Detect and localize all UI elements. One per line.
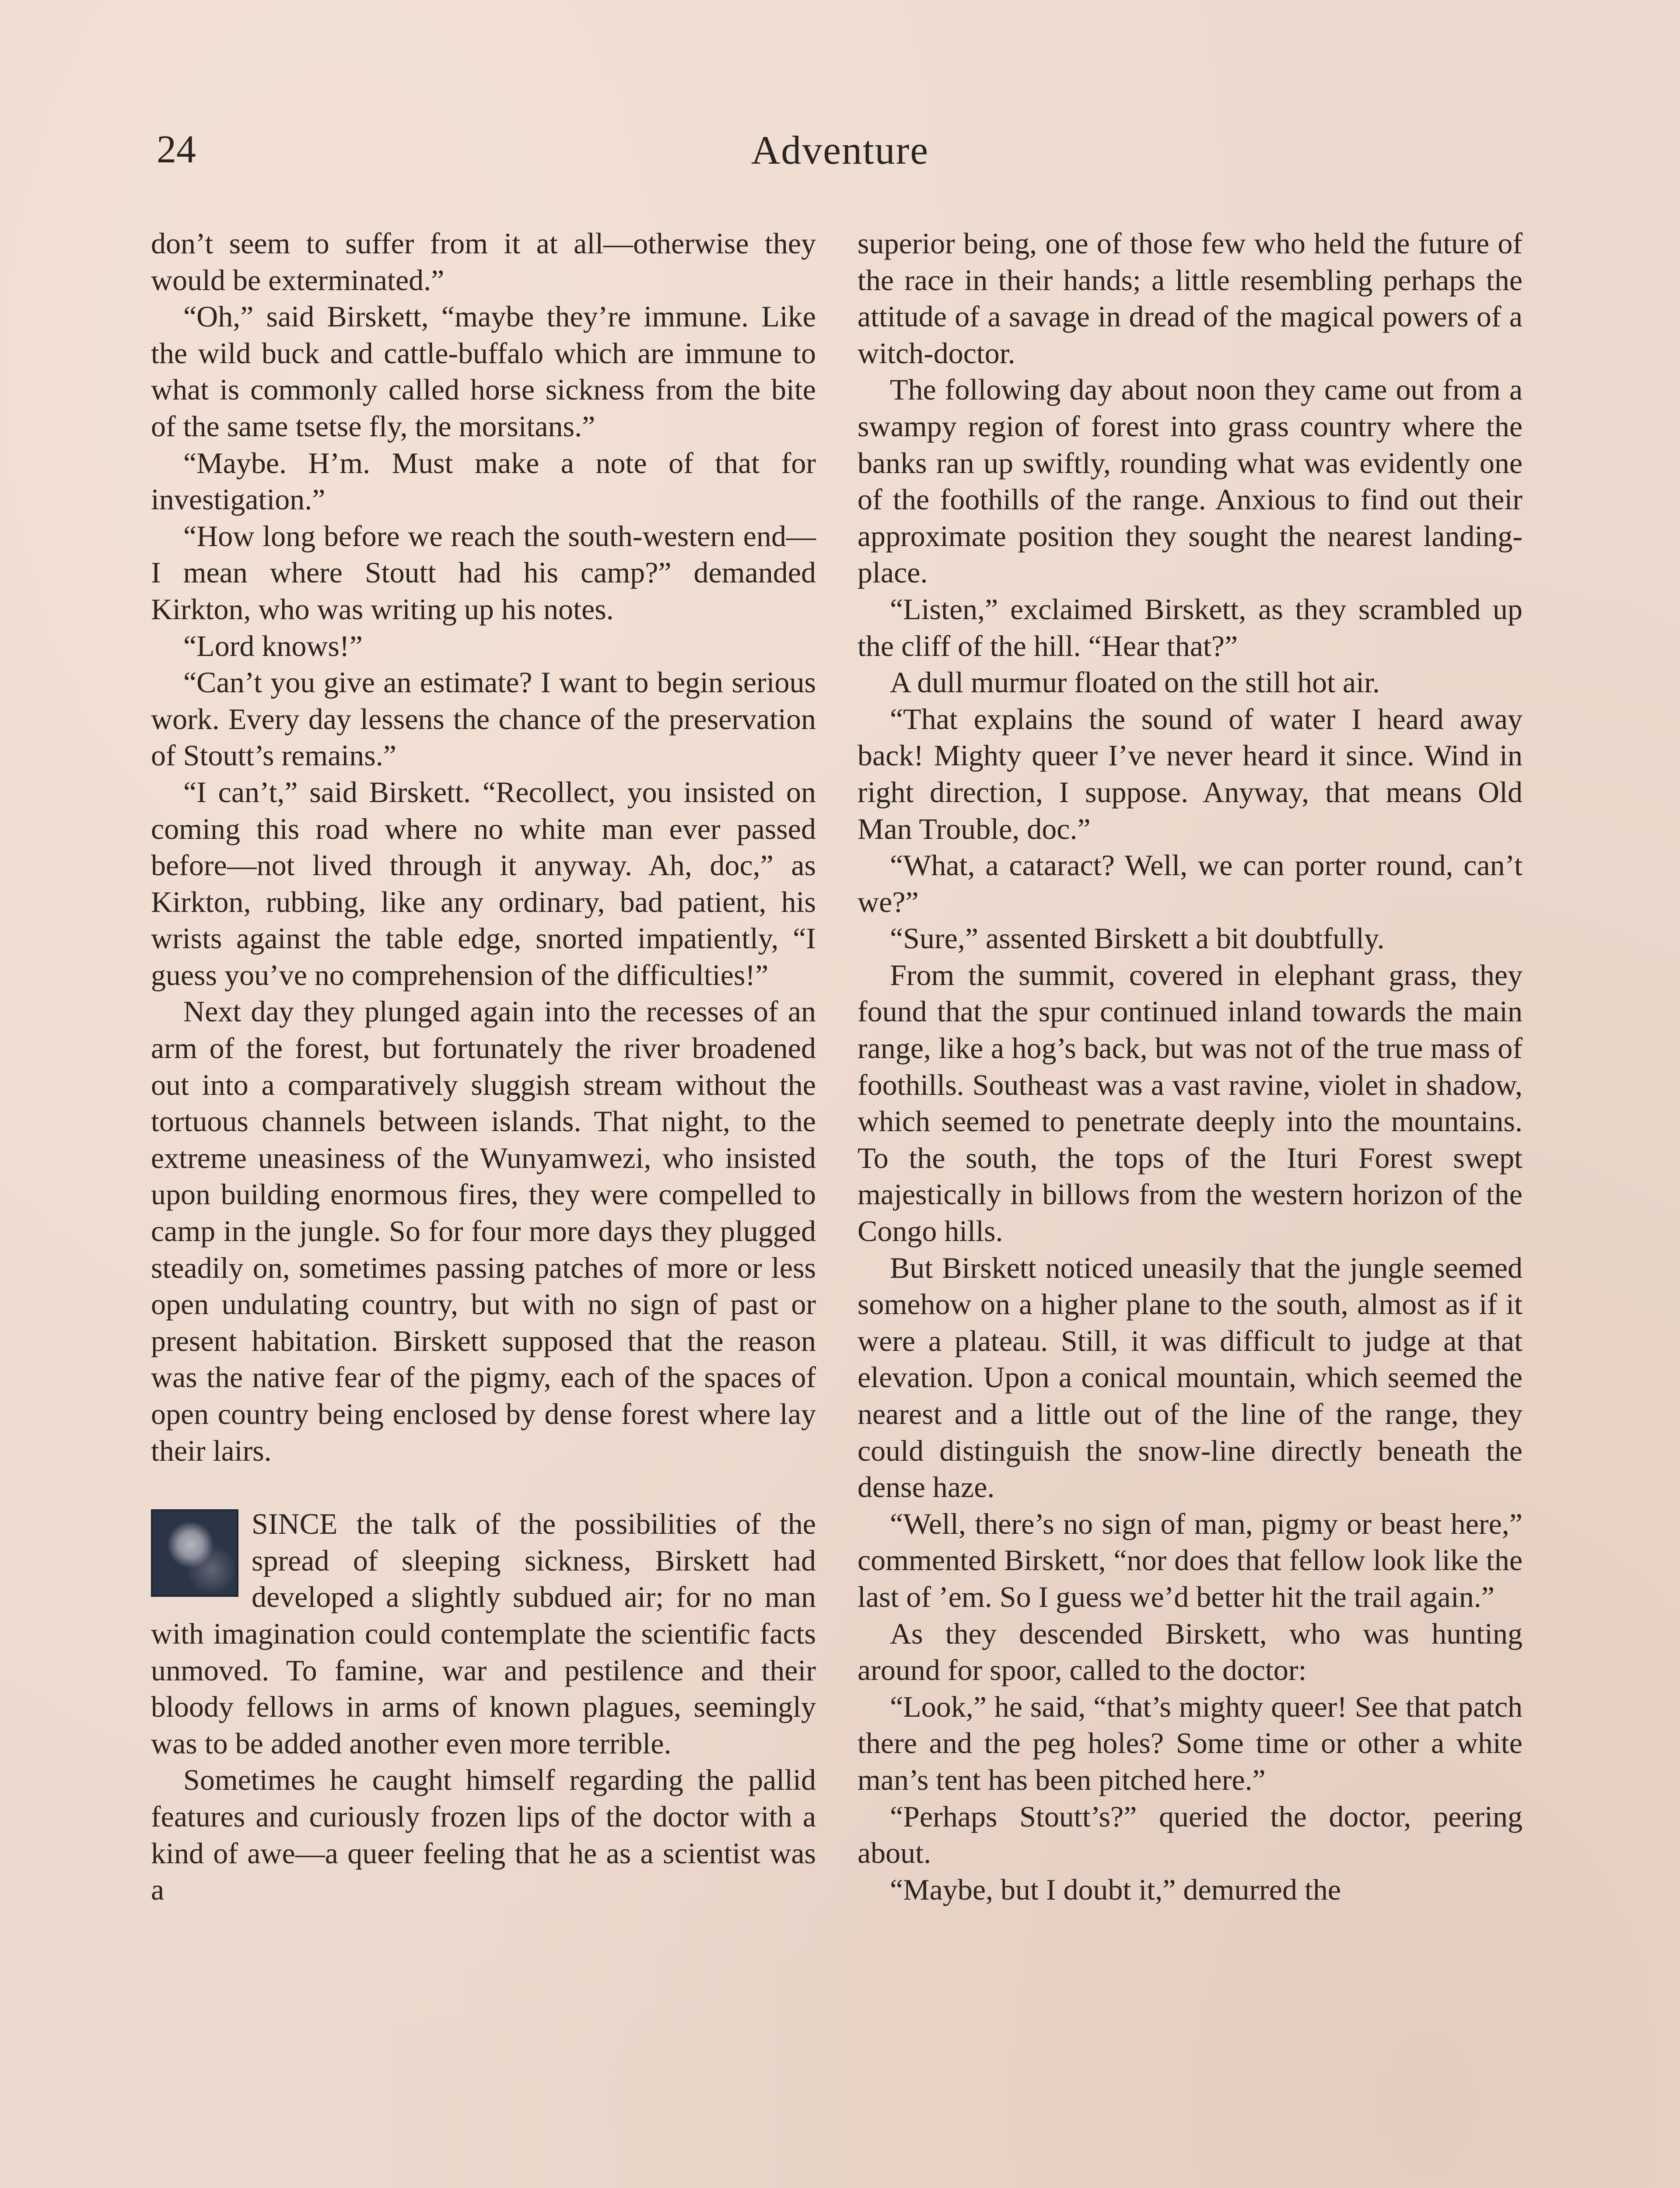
paragraph: don’t seem to suffer from it at all—otherwise they would be exterminated.” — [151, 227, 816, 297]
paragraph: From the summit, covered in elephant grass, they found that the spur continued inland towards the main range, like a hog’s back, but was not of the true mass of foothills. Southeast was a vast ravine, violet in shadow, which seemed to penetrate deeply into the mountains. To the south, the tops of the Ituri Forest swept majestically in billows from the western horizon of the Congo hills. — [858, 958, 1522, 1248]
paragraph: A dull murmur floated on the still hot air. — [890, 666, 1380, 699]
paragraph: “That explains the sound of water I heard away back! Mighty queer I’ve never heard it since. Wind in right direction, I suppose. Anyway, that means Old Man Trouble, doc.” — [858, 702, 1522, 845]
paragraph: But Birskett noticed uneasily that the jungle seemed somehow on a higher plane to the south, almost as if it were a plateau. Still, it was difficult to judge at that elevation. Upon a conical mountain, which seemed the nearest and a little out of the line of the range, they could distinguish the snow-line directly beneath the dense haze. — [858, 1251, 1522, 1504]
paragraph: superior being, one of those few who held the future of the race in their hands; a little resembling perhaps the attitude of a savage in dread of the magical powers of a witch-doctor. — [858, 227, 1522, 370]
paragraph: “Oh,” said Birskett, “maybe they’re immune. Like the wild buck and cattle-buffalo which are immune to what is commonly called horse sickness from the bite of the same tsetse fly, the morsitans.” — [151, 300, 816, 443]
paragraph: “Maybe, but I doubt it,” demurred the — [890, 1872, 1341, 1906]
page-header — [0, 127, 1680, 193]
right-column — [858, 225, 1522, 1908]
paragraph: “What, a cataract? Well, we can porter round, can’t we?” — [858, 849, 1522, 919]
paragraph: “Perhaps Stoutt’s?” queried the doctor, peering about. — [858, 1799, 1522, 1870]
paragraph: “Lord knows!” — [183, 629, 363, 663]
paragraph: Next day they plunged again into the recesses of an arm of the forest, but fortunately the river broadened out into a comparatively sluggish stream without the tortuous channels between islands. That night, to the extreme uneasiness of the Wunyamwezi, who insisted upon building enormous fires, they were compelled to camp in the jungle. So for four more days they plugged steadily on, sometimes passing patches of more or less open undulating country, but with no sign of past or present habitation. Birskett supposed that the reason was the native fear of the pigmy, each of the spaces of open country being enclosed by dense forest where lay their lairs. — [151, 995, 816, 1467]
section-opening-paragraph: SINCE the talk of the possibilities of the spread of sleeping sickness, Birskett had developed a slightly subdued air; for no man with imagination could contemplate the scientific facts unmoved. To famine, war and pestilence and their bloody fellows in arms of known plagues, seemingly was to be added another even more terrible. — [151, 1507, 816, 1760]
paragraph: “Sure,” assented Birskett a bit doubtfully. — [890, 922, 1385, 955]
paragraph: “Look,” he said, “that’s mighty queer! See that patch there and the peg holes? Some time or other a white man’s tent has been pitched here.” — [858, 1690, 1522, 1796]
running-title: Adventure — [751, 128, 929, 172]
paragraph: “How long before we reach the south-western end—I mean where Stoutt had his camp?” demanded Kirkton, who was writing up his notes. — [151, 519, 816, 626]
section-break — [151, 1506, 816, 1762]
paragraph: “I can’t,” said Birskett. “Recollect, you insisted on coming this road where no white man ever passed before—not lived through it anyway. Ah, doc,” as Kirkton, rubbing, like any ordinary, bad patient, his wrists against the table edge, snorted impatiently, “I guess you’ve no comprehension of the difficulties!” — [151, 775, 816, 992]
paragraph: “Maybe. H’m. Must make a note of that for investigation.” — [151, 446, 816, 516]
paragraph: “Listen,” exclaimed Birskett, as they scrambled up the cliff of the hill. “Hear that?” — [858, 592, 1522, 663]
paragraph: “Well, there’s no sign of man, pigmy or beast here,” commented Birskett, “nor does that fellow look like the last of ’em. So I guess we’d better hit the trail again.” — [858, 1507, 1522, 1613]
paragraph: The following day about noon they came out from a swampy region of forest into grass country where the banks ran up swiftly, rounding what was evidently one of the foothills of the range. Anxious to find out their approximate position they sought the nearest landing-place. — [858, 373, 1522, 589]
drop-cap-illustration — [151, 1509, 238, 1597]
paragraph: “Can’t you give an estimate? I want to begin serious work. Every day lessens the chance of the preservation of Stoutt’s remains.” — [151, 666, 816, 772]
left-column — [151, 225, 816, 1908]
paragraph: Sometimes he caught himself regarding the pallid features and curiously frozen lips of the doctor with a kind of awe—a queer feeling that he as a scientist was a — [151, 1763, 816, 1907]
paragraph: As they descended Birskett, who was hunting around for spoor, called to the doctor: — [858, 1616, 1522, 1687]
page-number: 24 — [157, 128, 196, 171]
